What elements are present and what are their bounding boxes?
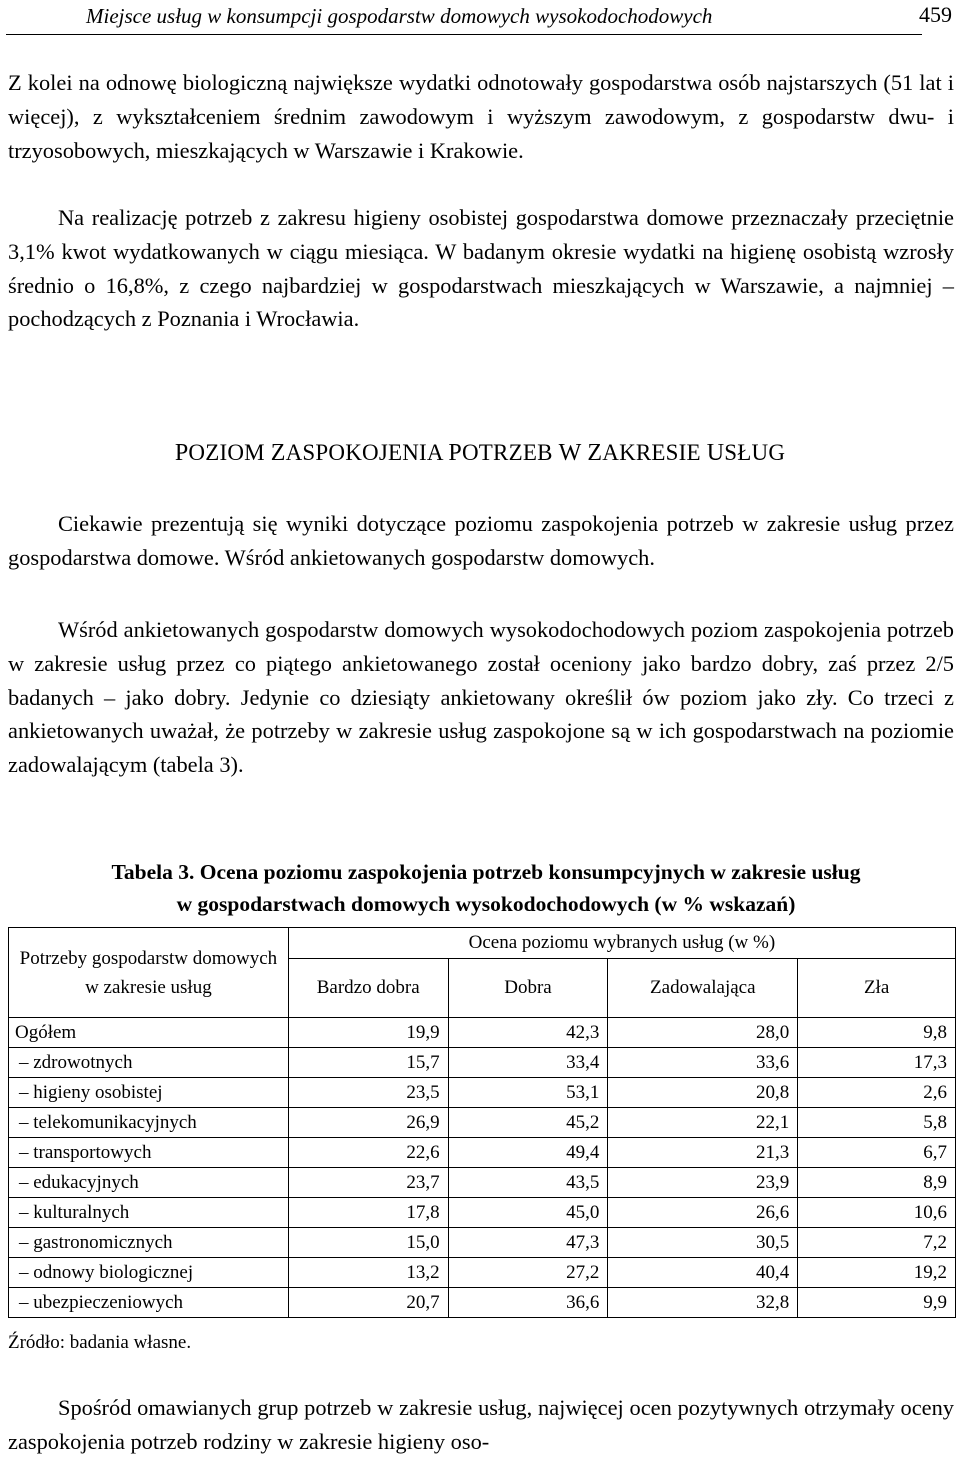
cell-value: 53,1 (448, 1078, 608, 1108)
table-row (9, 1228, 956, 1258)
table-source-note: Źródło: badania własne. (8, 1332, 192, 1353)
cell-value: 28,0 (608, 1018, 798, 1048)
column-header: Bardzo dobra (288, 959, 448, 1018)
cell-value: 17,3 (798, 1048, 956, 1078)
cell-value: 40,4 (608, 1258, 798, 1288)
cell-value: 45,0 (448, 1198, 608, 1228)
column-header: Zadowalająca (608, 959, 798, 1018)
paragraph-renewal-spending: Z kolei na odnowę biologiczną największe wydatki odnotowały gospodarstwa osób najstarszych (51 lat i więcej), z wykształceniem średnim zawodowym i wyższym zawodowym, z gospodarstw dwu- i trzyosobowych, mieszkających w Warszawie i Krakowie. (8, 70, 954, 163)
satisfaction-table (8, 927, 956, 1318)
cell-value: 19,2 (798, 1258, 956, 1288)
table-group-header: Ocena poziomu wybranych usług (w %) (288, 928, 955, 959)
cell-value: 9,8 (798, 1018, 956, 1048)
cell-value: 2,6 (798, 1078, 956, 1108)
cell-value: 49,4 (448, 1138, 608, 1168)
row-label: – zdrowotnych (9, 1048, 289, 1078)
cell-value: 47,3 (448, 1228, 608, 1258)
running-header (6, 0, 956, 36)
row-label: – gastronomicznych (9, 1228, 289, 1258)
running-title: Miejsce usług w konsumpcji gospodarstw domowych wysokodochodowych (86, 4, 713, 28)
cell-value: 26,6 (608, 1198, 798, 1228)
cell-value: 6,7 (798, 1138, 956, 1168)
row-label: – telekomunikacyjnych (9, 1108, 289, 1138)
cell-value: 32,8 (608, 1288, 798, 1318)
cell-value: 23,5 (288, 1078, 448, 1108)
cell-value: 15,7 (288, 1048, 448, 1078)
table-row (9, 1138, 956, 1168)
section-heading: POZIOM ZASPOKOJENIA POTRZEB W ZAKRESIE USŁUG (174, 440, 786, 466)
row-label: – transportowych (9, 1138, 289, 1168)
table-row (9, 1048, 956, 1078)
row-label: – edukacyjnych (9, 1168, 289, 1198)
cell-value: 22,1 (608, 1108, 798, 1138)
table-row (9, 1078, 956, 1108)
paragraph-intro-results: Ciekawie prezentują się wyniki dotyczące poziomu zaspokojenia potrzeb w zakresie usług przez gospodarstwa domowe. Wśród ankietowanych gospodarstw domowych. (8, 511, 954, 570)
cell-value: 33,6 (608, 1048, 798, 1078)
cell-value: 43,5 (448, 1168, 608, 1198)
row-label: – ubezpieczeniowych (9, 1288, 289, 1318)
header-rule (6, 34, 922, 35)
paragraph-hygiene-spending: Na realizację potrzeb z zakresu higieny osobistej gospodarstwa domowe przeznaczały przeciętnie 3,1% kwot wydatkowanych w ciągu miesiąca. W badanym okresie wydatki na higienę osobistą wzrosły średnio o 16,8%, z czego najbardziej w gospodarstwach mieszkających w Warszawie, a najmniej – pochodzących z Poznania i Wrocławia. (8, 205, 954, 332)
row-label: – higieny osobistej (9, 1078, 289, 1108)
cell-value: 5,8 (798, 1108, 956, 1138)
cell-value: 20,7 (288, 1288, 448, 1318)
table-row (9, 1108, 956, 1138)
cell-value: 20,8 (608, 1078, 798, 1108)
row-label: – odnowy biologicznej (9, 1258, 289, 1288)
table-caption-line1: Tabela 3. Ocena poziomu zaspokojenia potrzeb konsumpcyjnych w zakresie usług (111, 860, 861, 884)
cell-value: 45,2 (448, 1108, 608, 1138)
paragraph-satisfaction-levels: Wśród ankietowanych gospodarstw domowych wysokodochodowych poziom zaspokojenia potrzeb w zakresie usług przez co piątego ankietowanego został oceniony jako bardzo dobry, zaś przez 2/5 badanych – jako dobry. Jedynie co dziesiąty ankietowany określił ów poziom jako zły. Co trzeci z ankietowanych uważał, że potrzeby w zakresie usług zaspokojone są w ich gospodarstwach na poziomie zadowalającym (tabela 3). (8, 617, 954, 778)
table-row (9, 1198, 956, 1228)
table-caption (18, 856, 954, 920)
table-row (9, 1018, 956, 1048)
row-label: Ogółem (9, 1018, 289, 1048)
cell-value: 10,6 (798, 1198, 956, 1228)
cell-value: 8,9 (798, 1168, 956, 1198)
row-label: – kulturalnych (9, 1198, 289, 1228)
page-number: 459 (919, 2, 952, 27)
cell-value: 7,2 (798, 1228, 956, 1258)
cell-value: 9,9 (798, 1288, 956, 1318)
table-row (9, 1258, 956, 1288)
column-header: Dobra (448, 959, 608, 1018)
cell-value: 36,6 (448, 1288, 608, 1318)
table-row (9, 1168, 956, 1198)
paragraph-conclusion: Spośród omawianych grup potrzeb w zakresie usług, najwięcej ocen pozytywnych otrzymały oceny zaspokojenia potrzeb rodziny w zakresie higieny oso- (8, 1395, 954, 1454)
cell-value: 30,5 (608, 1228, 798, 1258)
cell-value: 42,3 (448, 1018, 608, 1048)
cell-value: 19,9 (288, 1018, 448, 1048)
cell-value: 21,3 (608, 1138, 798, 1168)
table-row-header: Potrzeby gospodarstw domowych w zakresie usług (9, 928, 289, 1018)
column-header: Zła (798, 959, 956, 1018)
cell-value: 13,2 (288, 1258, 448, 1288)
cell-value: 17,8 (288, 1198, 448, 1228)
cell-value: 15,0 (288, 1228, 448, 1258)
cell-value: 22,6 (288, 1138, 448, 1168)
cell-value: 27,2 (448, 1258, 608, 1288)
table-caption-line2: w gospodarstwach domowych wysokodochodowych (w % wskazań) (176, 892, 796, 916)
cell-value: 23,9 (608, 1168, 798, 1198)
cell-value: 33,4 (448, 1048, 608, 1078)
cell-value: 23,7 (288, 1168, 448, 1198)
table-row (9, 1288, 956, 1318)
cell-value: 26,9 (288, 1108, 448, 1138)
